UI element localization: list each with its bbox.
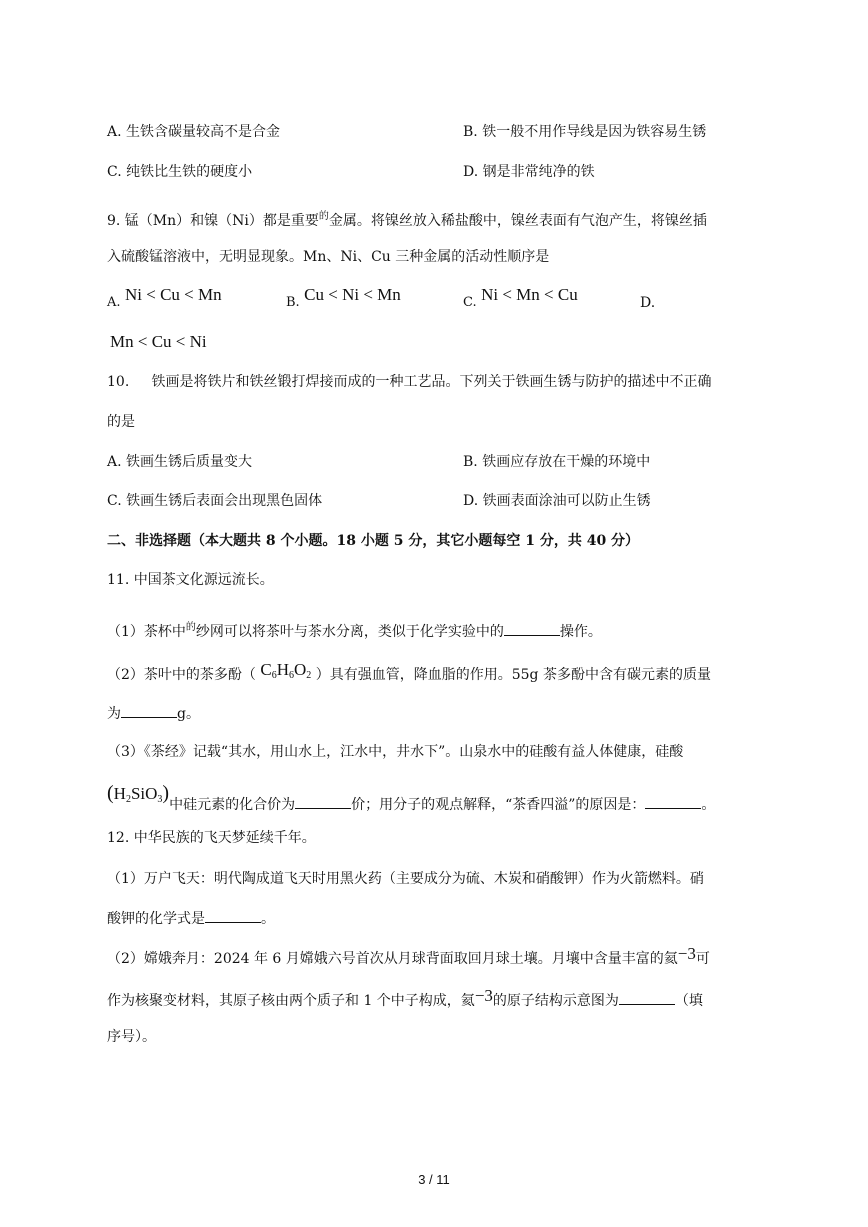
- q12-part2-text-a: （2）嫦娥奔月：2024 年 6 月嫦娥六号首次从月球背面取回月球土壤。月壤中含量丰富的氦: [107, 951, 678, 967]
- page-number: 3 / 11: [418, 1172, 450, 1187]
- q12-part1-line1: （1）万户飞天：明代陶成道飞天时用黑火药（主要成分为硫、木炭和硝酸钾）作为火箭燃料。硝: [107, 871, 704, 887]
- q9-option-b-label: B.: [286, 295, 300, 310]
- q11-part3-line2: [107, 782, 716, 821]
- q9-option-a-label: A.: [107, 295, 121, 310]
- q12-part2-answer-blank[interactable]: [619, 990, 675, 1005]
- q12-part2-line2: [107, 986, 703, 1012]
- q10-option-c: C. 铁画生锈后表面会出现黑色固体: [107, 493, 323, 509]
- formula-h2-sub: 2: [125, 794, 131, 805]
- q11-stem: 11. 中国茶文化源远流长。: [107, 572, 274, 588]
- q9-option-c: [463, 285, 578, 314]
- q11-part1-text-b: 纱网可以将茶叶与茶水分离，类似于化学实验中的: [195, 624, 504, 640]
- formula-sio: SiO: [130, 784, 158, 803]
- q9-stem-de: 的: [318, 211, 329, 222]
- q10-option-d: D. 铁画表面涂油可以防止生锈: [463, 493, 651, 509]
- formula-h-sub: 6: [289, 670, 294, 681]
- q11-part2-answer-blank[interactable]: [121, 703, 177, 718]
- q9-stem-text-a: 9. 锰（Mn）和镍（Ni）都是重要: [107, 213, 319, 229]
- q12-part2-line1: [107, 944, 710, 970]
- q8-option-c: C. 纯铁比生铁的硬度小: [107, 164, 253, 180]
- q12-part2-text-b: 可: [695, 951, 710, 967]
- q11-part3-text-b: 价；用分子的观点解释，“茶香四溢”的原因是：: [351, 797, 646, 813]
- q11-part3-formula: [107, 784, 169, 803]
- q9-option-d-formula: Mn < Cu < Ni: [110, 332, 207, 351]
- formula-o3-sub: 3: [157, 794, 163, 805]
- q12-part2-line3: 序号）。: [107, 1029, 156, 1045]
- q11-part3-text-a: 中硅元素的化合价为: [169, 797, 296, 813]
- q9-option-b-formula: Cu < Ni < Mn: [304, 285, 401, 304]
- q11-part2-text-a: （2）茶叶中的茶多酚（: [107, 667, 256, 683]
- q10-option-b: B. 铁画应存放在干燥的环境中: [463, 454, 651, 470]
- q12-part2-num-2: −3: [474, 986, 493, 1005]
- q12-part2-line2-c: （填: [674, 993, 703, 1009]
- q9-option-a-formula: Ni < Cu < Mn: [124, 285, 222, 304]
- q9-stem-text-b: 金属。将镍丝放入稀盐酸中，镍丝表面有气泡产生，将镍丝插: [328, 213, 707, 229]
- formula-h2: H: [113, 784, 126, 803]
- q10-stem-line2: 的是: [107, 414, 135, 430]
- section-2-heading: 二、非选择题（本大题共 8 个小题。18 小题 5 分，其它小题每空 1 分，共 40 分）: [107, 533, 640, 549]
- q8-option-d: D. 钢是非常纯净的铁: [463, 164, 595, 180]
- formula-c: C: [260, 660, 272, 679]
- formula-c-sub: 6: [271, 670, 277, 681]
- q11-part1-de: 的: [185, 622, 196, 633]
- formula-h: H: [276, 660, 289, 679]
- q12-part2-line2-a: 作为核聚变材料，其原子核由两个质子和 1 个中子构成，氦: [107, 993, 475, 1009]
- q10-stem-line1: 10. 铁画是将铁片和铁丝锻打焊接而成的一种工艺品。下列关于铁画生锈与防护的描述中不正确: [107, 374, 712, 390]
- q9-option-c-label: C.: [463, 295, 477, 310]
- q11-part1-text-a: （1）茶杯中: [107, 624, 186, 640]
- q12-part1-text-a: 酸钾的化学式是: [107, 911, 205, 927]
- q12-part1-answer-blank[interactable]: [205, 908, 261, 923]
- q11-part2-formula: [260, 660, 311, 679]
- formula-o: O: [294, 660, 307, 679]
- q10-option-a: A. 铁画生锈后质量变大: [107, 454, 253, 470]
- q11-part1-answer-blank[interactable]: [504, 621, 560, 636]
- formula-o-sub: 2: [306, 670, 312, 681]
- q12-stem: 12. 中华民族的飞天梦延续千年。: [107, 830, 316, 846]
- q9-stem-line2: 入硫酸锰溶液中，无明显现象。Mn、Ni、Cu 三种金属的活动性顺序是: [107, 249, 550, 265]
- q9-option-b: [286, 285, 401, 314]
- q11-part2-text-b: ）具有强血管，降血脂的作用。55g 茶多酚中含有碳元素的质量: [315, 667, 711, 683]
- q8-option-b: B. 铁一般不用作导线是因为铁容易生锈: [463, 124, 707, 140]
- q9-option-c-formula: Ni < Mn < Cu: [481, 285, 578, 304]
- q12-part1-line2: [107, 908, 275, 930]
- formula-rparen: ): [162, 782, 170, 804]
- q11-part1: [107, 617, 602, 643]
- q9-stem-line1: [107, 206, 707, 232]
- q11-part3-text-c: 。: [701, 797, 716, 813]
- q9-option-a: [107, 285, 222, 314]
- q11-part2-line2-a: 为: [107, 706, 121, 722]
- q9-option-d-label: D.: [640, 295, 656, 311]
- q11-part2-line2: [107, 703, 200, 725]
- q12-part2-num-1: −3: [677, 944, 696, 963]
- formula-lparen: (: [107, 782, 114, 804]
- q11-part3-reason-blank[interactable]: [645, 794, 701, 809]
- q12-part2-line2-b: 的原子结构示意图为: [492, 993, 619, 1009]
- q11-part2-line1: [107, 660, 711, 691]
- q11-part2-line2-b: g。: [177, 706, 200, 722]
- q12-part1-text-b: 。: [261, 911, 275, 927]
- q8-option-a: A. 生铁含碳量较高不是合金: [107, 124, 281, 140]
- q11-part3-valence-blank[interactable]: [295, 794, 351, 809]
- q11-part3-line1: （3）《茶经》记载“其水，用山水上，江水中，井水下”。山泉水中的硅酸有益人体健康，硅酸: [107, 744, 684, 760]
- q11-part1-text-c: 操作。: [559, 624, 602, 640]
